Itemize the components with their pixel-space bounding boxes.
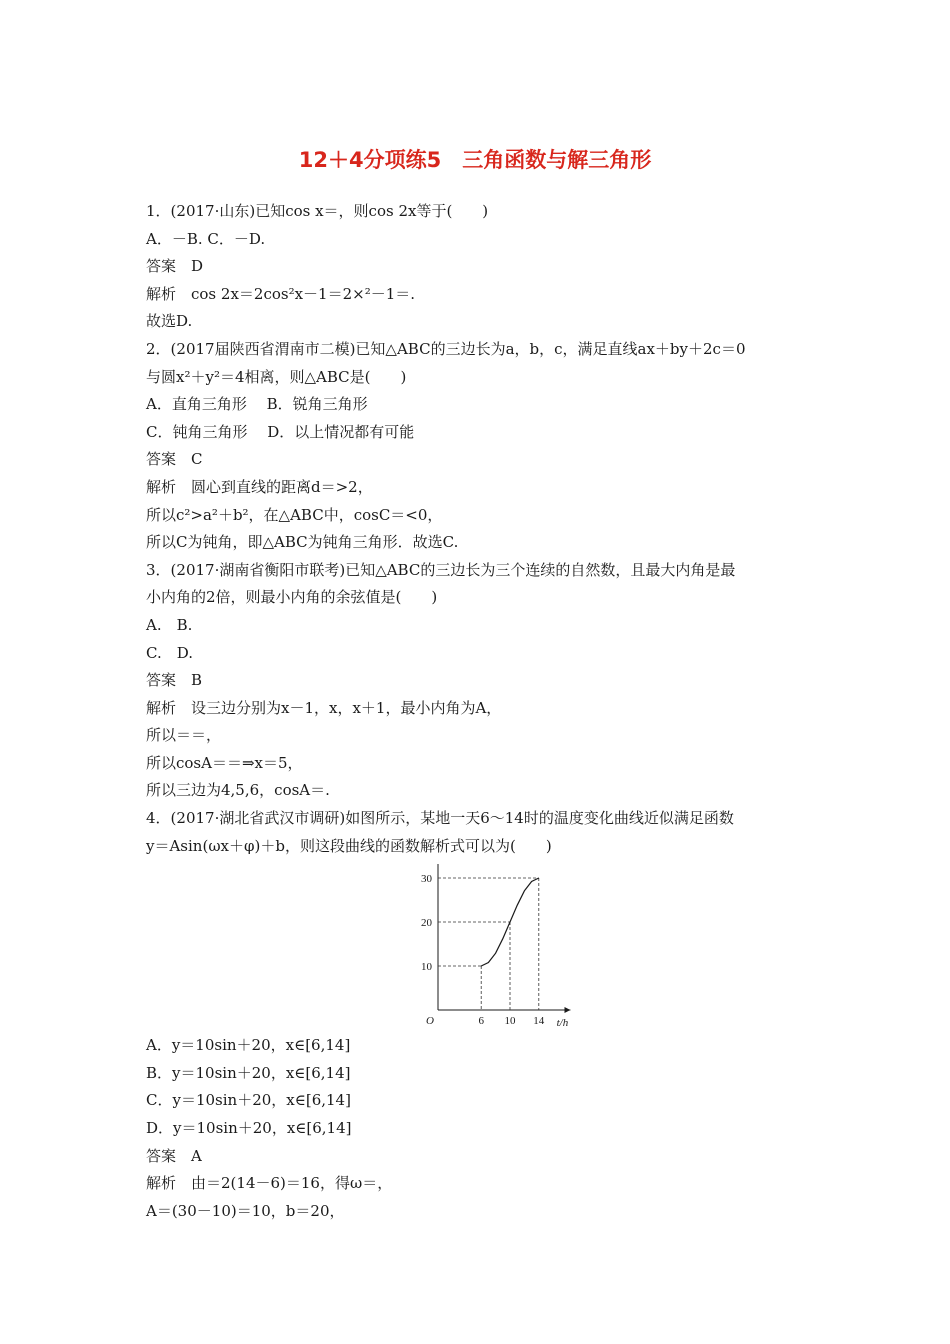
x-axis-label: t/h: [556, 1017, 569, 1029]
y-tick-label: 10: [421, 961, 432, 974]
text-line: 故选D.: [146, 312, 193, 331]
text-line: A．直角三角形 B．锐角三角形: [146, 395, 368, 414]
text-line: 解析 cos 2x＝2cos²x－1＝2×²－1＝.: [146, 284, 416, 303]
text-line: 答案 A: [146, 1146, 202, 1165]
text-line: 1．(2017·山东)已知cos x＝，则cos 2x等于( ): [146, 202, 489, 220]
text-line: 所以c²>a²＋b²，在△ABC中，cosC＝<0，: [146, 505, 443, 524]
text-line: 答案 D: [146, 257, 204, 276]
figure-area: [146, 860, 826, 1032]
text-line: y＝Asin(ωx＋φ)＋b，则这段曲线的函数解析式可以为( ): [146, 836, 552, 855]
temperature-chart: [402, 864, 712, 1028]
problems-1-to-4: [146, 198, 826, 860]
document-body: [146, 198, 826, 1225]
text-line: 答案 B: [146, 671, 203, 690]
y-tick-label: 20: [421, 917, 432, 930]
text-line: 小内角的2倍，则最小内角的余弦值是( ): [146, 588, 438, 607]
text-line: 所以三边为4,5,6，cosA＝.: [146, 781, 330, 800]
text-line: D．y＝10sin＋20，x∈[6,14]: [146, 1119, 352, 1138]
text-line: 与圆x²＋y²＝4相离，则△ABC是( ): [146, 367, 407, 386]
text-line: C．钝角三角形 D．以上情况都有可能: [146, 422, 415, 441]
text-line: 所以cosA＝＝⇒x＝5，: [146, 753, 303, 772]
origin-label: O: [426, 1015, 434, 1028]
text-line: 解析 设三边分别为x－1，x，x＋1，最小内角为A，: [146, 698, 502, 717]
text-line: C. D.: [146, 643, 193, 662]
text-line: 答案 C: [146, 450, 203, 469]
text-line: 3．(2017·湖南省衡阳市联考)已知△ABC的三边长为三个连续的自然数，且最大内角是最: [146, 560, 736, 579]
text-line: A．y＝10sin＋20，x∈[6,14]: [146, 1036, 351, 1055]
text-line: 解析 圆心到直线的距离d＝>2，: [146, 477, 373, 496]
text-line: 所以C为钝角，即△ABC为钝角三角形．故选C.: [146, 533, 459, 552]
x-tick-label: 10: [504, 1015, 516, 1028]
text-line: 所以＝＝，: [146, 726, 222, 745]
text-line: B．y＝10sin＋20，x∈[6,14]: [146, 1063, 351, 1082]
x-tick-label: 14: [533, 1015, 545, 1028]
text-line: 4．(2017·湖北省武汉市调研)如图所示，某地一天6～14时的温度变化曲线近似满足函数: [146, 809, 734, 828]
problem-4-options: [146, 1032, 826, 1225]
text-line: A＝(30－10)＝10，b＝20，: [146, 1201, 345, 1220]
y-tick-label: 30: [421, 873, 432, 886]
text-line: 解析 由＝2(14－6)＝16，得ω＝，: [146, 1174, 393, 1193]
page-title: 12＋4分项练5 三角函数与解三角形: [298, 148, 652, 172]
text-line: A．－B. C．－D.: [146, 229, 266, 248]
x-tick-label: 6: [478, 1015, 484, 1028]
text-line: A. B.: [146, 615, 193, 634]
text-line: 2．(2017届陕西省渭南市二模)已知△ABC的三边长为a，b，c，满足直线ax＋by＋2c＝0: [146, 339, 746, 358]
text-line: C．y＝10sin＋20，x∈[6,14]: [146, 1091, 351, 1110]
